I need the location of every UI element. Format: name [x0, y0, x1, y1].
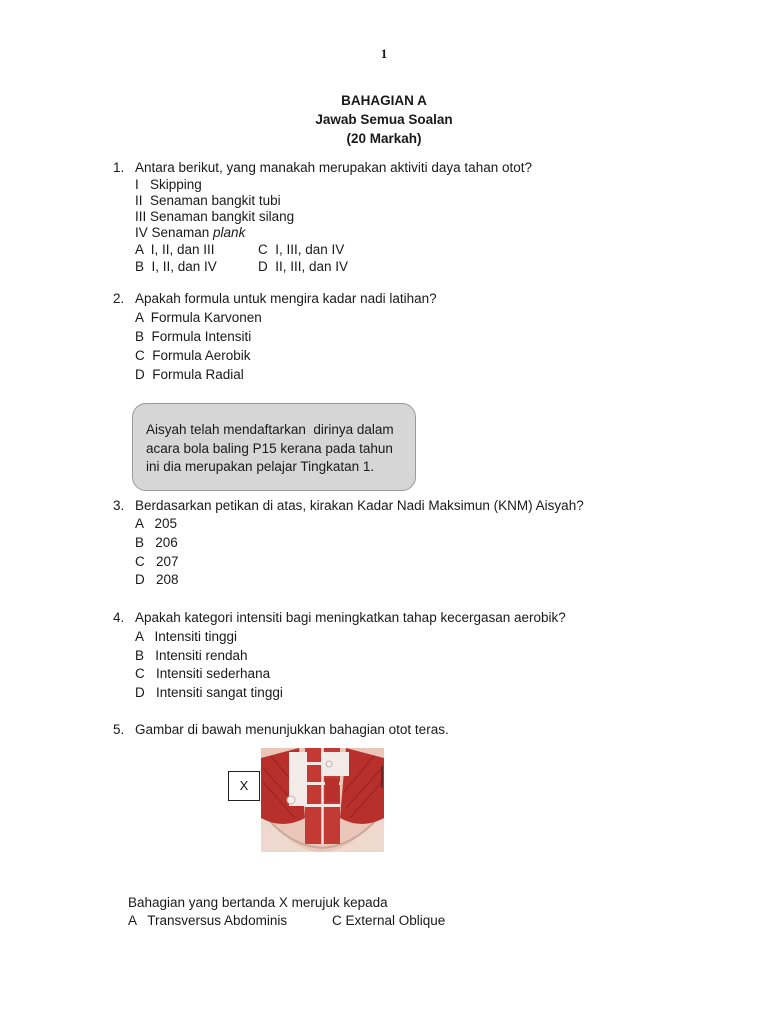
core-muscles-image [261, 748, 384, 852]
q4-option-a: A Intensiti tinggi [135, 629, 238, 644]
q5-text: Gambar di bawah menunjukkan bahagian otot teras. [135, 722, 449, 737]
q1-option-b: B I, II, dan IV [135, 259, 217, 274]
q4-option-b: B Intensiti rendah [135, 648, 248, 663]
section-marks: (20 Markah) [346, 131, 422, 146]
q3-option-d: D 208 [135, 572, 179, 587]
q4-option-d: D Intensiti sangat tinggi [135, 685, 283, 700]
q1-text: Antara berikut, yang manakah merupakan aktiviti daya tahan otot? [135, 160, 532, 175]
q3-text: Berdasarkan petikan di atas, kirakan Kadar Nadi Maksimun (KNM) Aisyah? [135, 498, 584, 513]
q1-option-d: D II, III, dan IV [258, 259, 349, 274]
passage-line-2: acara bola baling P15 kerana pada tahun [146, 440, 393, 456]
q1-item-1: I Skipping [135, 177, 202, 192]
q4-text: Apakah kategori intensiti bagi meningkatkan tahap kecergasan aerobik? [135, 610, 566, 625]
q2-text: Apakah formula untuk mengira kadar nadi latihan? [135, 291, 437, 306]
q2-option-d: D Formula Radial [135, 367, 244, 382]
q4-number: 4. [113, 610, 125, 625]
page-number: 1 [380, 46, 388, 61]
q3-option-c: C 207 [135, 554, 179, 569]
q1-item-2: II Senaman bangkit tubi [135, 193, 281, 208]
q1-item-4-italic: plank [213, 225, 246, 240]
q1-option-c: C I, III, dan IV [258, 242, 345, 257]
q5-option-a: A Transversus Abdominis [128, 913, 288, 928]
section-instruction: Jawab Semua Soalan [315, 112, 453, 127]
q1-item-4-prefix: IV Senaman [135, 225, 214, 240]
passage-box [132, 403, 416, 491]
q2-number: 2. [113, 291, 125, 306]
section-title: BAHAGIAN A [341, 93, 427, 108]
q3-number: 3. [113, 498, 125, 513]
q5-number: 5. [113, 722, 125, 737]
label-x-box: X [228, 771, 260, 801]
q1-number: 1. [113, 160, 125, 175]
q3-option-b: B 206 [135, 535, 178, 550]
q1-option-a: A I, II, dan III [135, 242, 215, 257]
q5-followup: Bahagian yang bertanda X merujuk kepada [128, 895, 388, 910]
passage-line-3: ini dia merupakan pelajar Tingkatan 1. [146, 459, 375, 474]
passage-line-1: Aisyah telah mendaftarkan dirinya dalam [146, 422, 394, 437]
q4-option-c: C Intensiti sederhana [135, 666, 271, 681]
q2-option-b: B Formula Intensiti [135, 329, 252, 344]
q1-item-4 [135, 225, 245, 240]
q3-option-a: A 205 [135, 516, 178, 531]
q5-option-c: C External Oblique [332, 913, 446, 928]
q1-item-3: III Senaman bangkit silang [135, 209, 295, 224]
q2-option-a: A Formula Karvonen [135, 310, 262, 325]
q2-option-c: C Formula Aerobik [135, 348, 251, 363]
